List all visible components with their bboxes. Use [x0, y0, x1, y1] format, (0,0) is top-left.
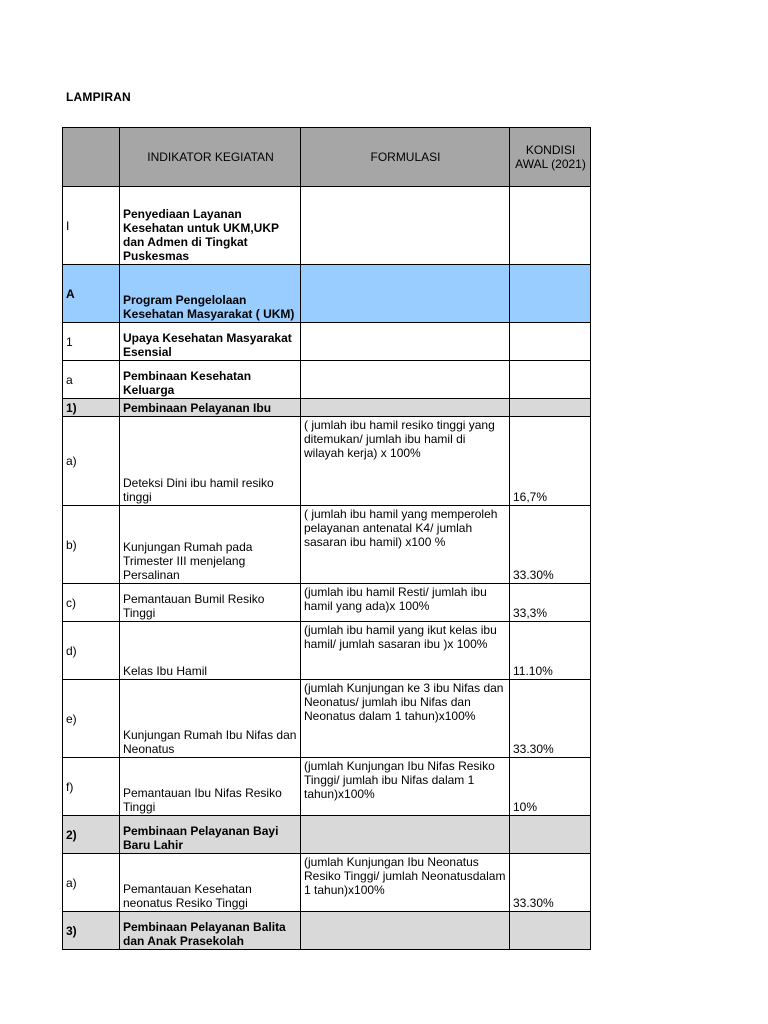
row-formula-cell: (jumlah ibu hamil Resti/ jumlah ibu hamil yang ada)x 100% [301, 584, 510, 622]
row-indicator-cell: Pemantauan Ibu Nifas Resiko Tinggi [120, 758, 301, 816]
row-baseline-cell: 33.30% [510, 506, 591, 584]
row-baseline-cell [510, 361, 591, 399]
row-formula-cell: ( jumlah ibu hamil resiko tinggi yang ditemukan/ jumlah ibu hamil di wilayah kerja) x 100% [301, 417, 510, 506]
table-row [63, 323, 591, 361]
row-baseline-cell: 10% [510, 758, 591, 816]
row-baseline-cell: 11.10% [510, 622, 591, 680]
header-baseline: KONDISI AWAL (2021) [510, 128, 591, 187]
row-formula-cell [301, 399, 510, 417]
header-formula: FORMULASI [301, 128, 510, 187]
row-number-cell: 2) [63, 816, 120, 854]
row-baseline-cell [510, 323, 591, 361]
row-baseline-cell [510, 912, 591, 950]
header-number [63, 128, 120, 187]
table-row [63, 584, 591, 622]
table-row [63, 816, 591, 854]
row-number-cell: A [63, 265, 120, 323]
row-number-cell: c) [63, 584, 120, 622]
row-indicator-cell: Program Pengelolaan Kesehatan Masyarakat ( UKM) [120, 265, 301, 323]
row-indicator-cell: Kunjungan Rumah Ibu Nifas dan Neonatus [120, 680, 301, 758]
row-formula-cell [301, 187, 510, 265]
document-heading: LAMPIRAN [66, 90, 131, 104]
row-formula-cell: ( jumlah ibu hamil yang memperoleh pelayanan antenatal K4/ jumlah sasaran ibu hamil) x100 % [301, 506, 510, 584]
table-row [63, 912, 591, 950]
row-formula-cell: (jumlah ibu hamil yang ikut kelas ibu hamil/ jumlah sasaran ibu )x 100% [301, 622, 510, 680]
row-number-cell: a [63, 361, 120, 399]
row-baseline-cell: 33.30% [510, 680, 591, 758]
row-baseline-cell [510, 265, 591, 323]
row-indicator-cell: Kunjungan Rumah pada Trimester III menjelang Persalinan [120, 506, 301, 584]
table-row [63, 758, 591, 816]
row-formula-cell: (jumlah Kunjungan ke 3 ibu Nifas dan Neonatus/ jumlah ibu Nifas dan Neonatus dalam 1 tahun)x100% [301, 680, 510, 758]
row-formula-cell [301, 265, 510, 323]
row-indicator-cell: Upaya Kesehatan Masyarakat Esensial [120, 323, 301, 361]
table-row [63, 854, 591, 912]
table-row [63, 506, 591, 584]
row-baseline-cell [510, 399, 591, 417]
row-number-cell: b) [63, 506, 120, 584]
table-row [63, 265, 591, 323]
row-indicator-cell: Penyediaan Layanan Kesehatan untuk UKM,UKP dan Admen di Tingkat Puskesmas [120, 187, 301, 265]
row-number-cell: 1 [63, 323, 120, 361]
row-baseline-cell: 33,3% [510, 584, 591, 622]
header-indicator: INDIKATOR KEGIATAN [120, 128, 301, 187]
row-indicator-cell: Pemantauan Kesehatan neonatus Resiko Tinggi [120, 854, 301, 912]
row-number-cell: I [63, 187, 120, 265]
row-baseline-cell [510, 187, 591, 265]
row-baseline-cell: 33.30% [510, 854, 591, 912]
row-indicator-cell: Pembinaan Pelayanan Bayi Baru Lahir [120, 816, 301, 854]
row-number-cell: a) [63, 854, 120, 912]
table-header-row [63, 128, 591, 187]
row-number-cell: e) [63, 680, 120, 758]
table-row [63, 680, 591, 758]
indicator-table [62, 127, 591, 950]
row-indicator-cell: Pembinaan Pelayanan Balita dan Anak Prasekolah [120, 912, 301, 950]
table-body [63, 187, 591, 950]
row-number-cell: 1) [63, 399, 120, 417]
row-baseline-cell: 16,7% [510, 417, 591, 506]
row-indicator-cell: Pembinaan Pelayanan Ibu [120, 399, 301, 417]
row-indicator-cell: Kelas Ibu Hamil [120, 622, 301, 680]
row-number-cell: d) [63, 622, 120, 680]
row-formula-cell [301, 323, 510, 361]
row-indicator-cell: Pemantauan Bumil Resiko Tinggi [120, 584, 301, 622]
table-row [63, 361, 591, 399]
row-indicator-cell: Pembinaan Kesehatan Keluarga [120, 361, 301, 399]
row-baseline-cell [510, 816, 591, 854]
table-row [63, 399, 591, 417]
table-row [63, 187, 591, 265]
row-number-cell: f) [63, 758, 120, 816]
row-formula-cell [301, 912, 510, 950]
row-formula-cell: (jumlah Kunjungan Ibu Neonatus Resiko Tinggi/ jumlah Neonatusdalam 1 tahun)x100% [301, 854, 510, 912]
row-number-cell: a) [63, 417, 120, 506]
row-indicator-cell: Deteksi Dini ibu hamil resiko tinggi [120, 417, 301, 506]
row-formula-cell [301, 361, 510, 399]
row-number-cell: 3) [63, 912, 120, 950]
table-row [63, 622, 591, 680]
row-formula-cell: (jumlah Kunjungan Ibu Nifas Resiko Tinggi/ jumlah ibu Nifas dalam 1 tahun)x100% [301, 758, 510, 816]
row-formula-cell [301, 816, 510, 854]
table-row [63, 417, 591, 506]
